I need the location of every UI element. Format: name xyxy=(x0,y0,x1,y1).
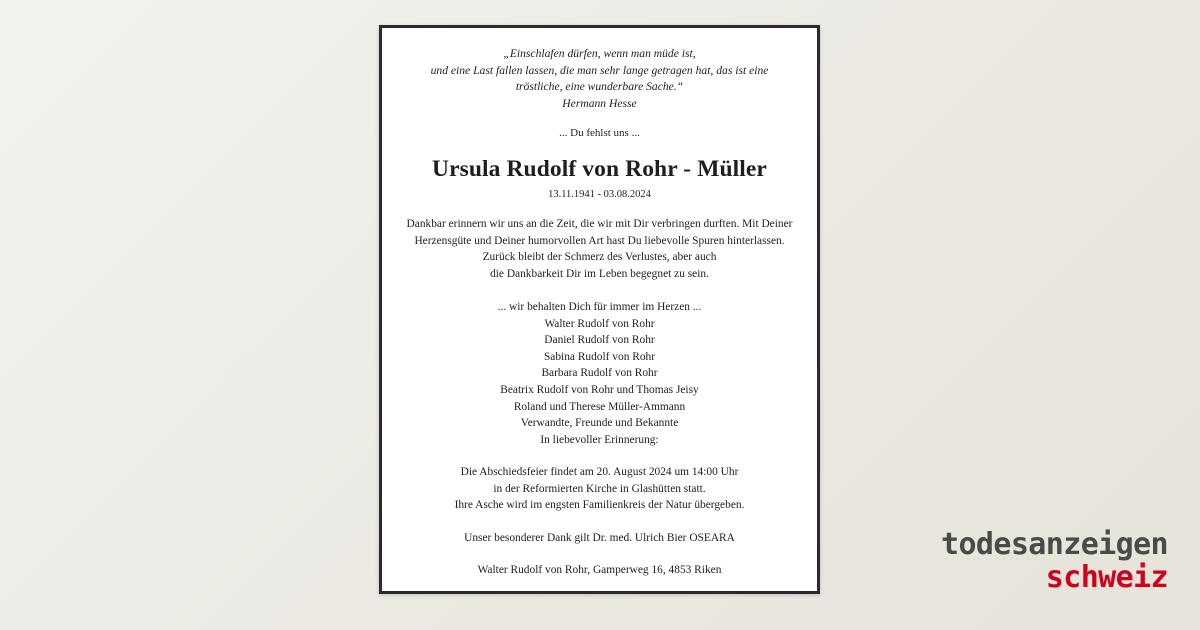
mourners-closing: In liebevoller Erinnerung: xyxy=(540,433,659,446)
thanks-text xyxy=(382,216,817,282)
obituary-notice xyxy=(379,25,820,594)
mourner-name: Roland und Therese Müller-Ammann xyxy=(513,400,686,413)
text-line: Zurück bleibt der Schmerz des Verlustes, aber auch xyxy=(482,251,717,264)
text-line: Die Abschiedsfeier findet am 20. August 2024 um 14:00 Uhr xyxy=(460,466,739,478)
quote-author: Hermann Hesse xyxy=(562,96,637,110)
mourner-name: Barbara Rudolf von Rohr xyxy=(541,367,658,380)
life-dates: 13.11.1941 - 03.08.2024 xyxy=(548,189,651,200)
text-line: Dankbar erinnern wir uns an die Zeit, die wir mit Dir verbringen durften. Mit Deiner xyxy=(406,218,793,230)
mourners-list xyxy=(382,299,817,448)
brand-logo[interactable] xyxy=(941,528,1168,594)
quote xyxy=(382,46,817,112)
brand-line-1: todesanzeigen xyxy=(941,527,1168,562)
text-line: in der Reformierten Kirche in Glashütten statt. xyxy=(493,482,706,495)
deceased-name: Ursula Rudolf von Rohr - Müller xyxy=(432,156,767,182)
mourner-name: Beatrix Rudolf von Rohr und Thomas Jeisy xyxy=(500,383,699,396)
ceremony-info xyxy=(382,464,817,514)
contact-address: Walter Rudolf von Rohr, Gamperweg 16, 4853 Riken xyxy=(477,564,722,576)
text-line: die Dankbarkeit Dir im Leben begegnet zu sein. xyxy=(490,267,709,280)
missing-line: ... Du fehlst uns ... xyxy=(559,127,640,139)
mourner-name: Daniel Rudolf von Rohr xyxy=(544,334,655,347)
mourner-name: Sabina Rudolf von Rohr xyxy=(543,350,656,363)
quote-line: „Einschlafen dürfen, wenn man müde ist, xyxy=(503,47,696,60)
special-thanks: Unser besonderer Dank gilt Dr. med. Ulrich Bier OSEARA xyxy=(464,532,735,544)
mourner-name: Walter Rudolf von Rohr xyxy=(544,317,655,330)
brand-line-2: schweiz xyxy=(1045,560,1168,595)
text-line: Herzensgüte und Deiner humorvollen Art hast Du liebevolle Spuren hinterlassen. xyxy=(414,234,785,247)
mourners-intro: ... wir behalten Dich für immer im Herzen ... xyxy=(497,301,702,313)
text-line: Ihre Asche wird im engsten Familienkreis der Natur übergeben. xyxy=(454,499,745,512)
mourner-name: Verwandte, Freunde und Bekannte xyxy=(520,417,679,430)
quote-line: und eine Last fallen lassen, die man sehr lange getragen hat, das ist eine xyxy=(430,63,769,77)
quote-line: tröstliche, eine wunderbare Sache.“ xyxy=(515,80,684,94)
